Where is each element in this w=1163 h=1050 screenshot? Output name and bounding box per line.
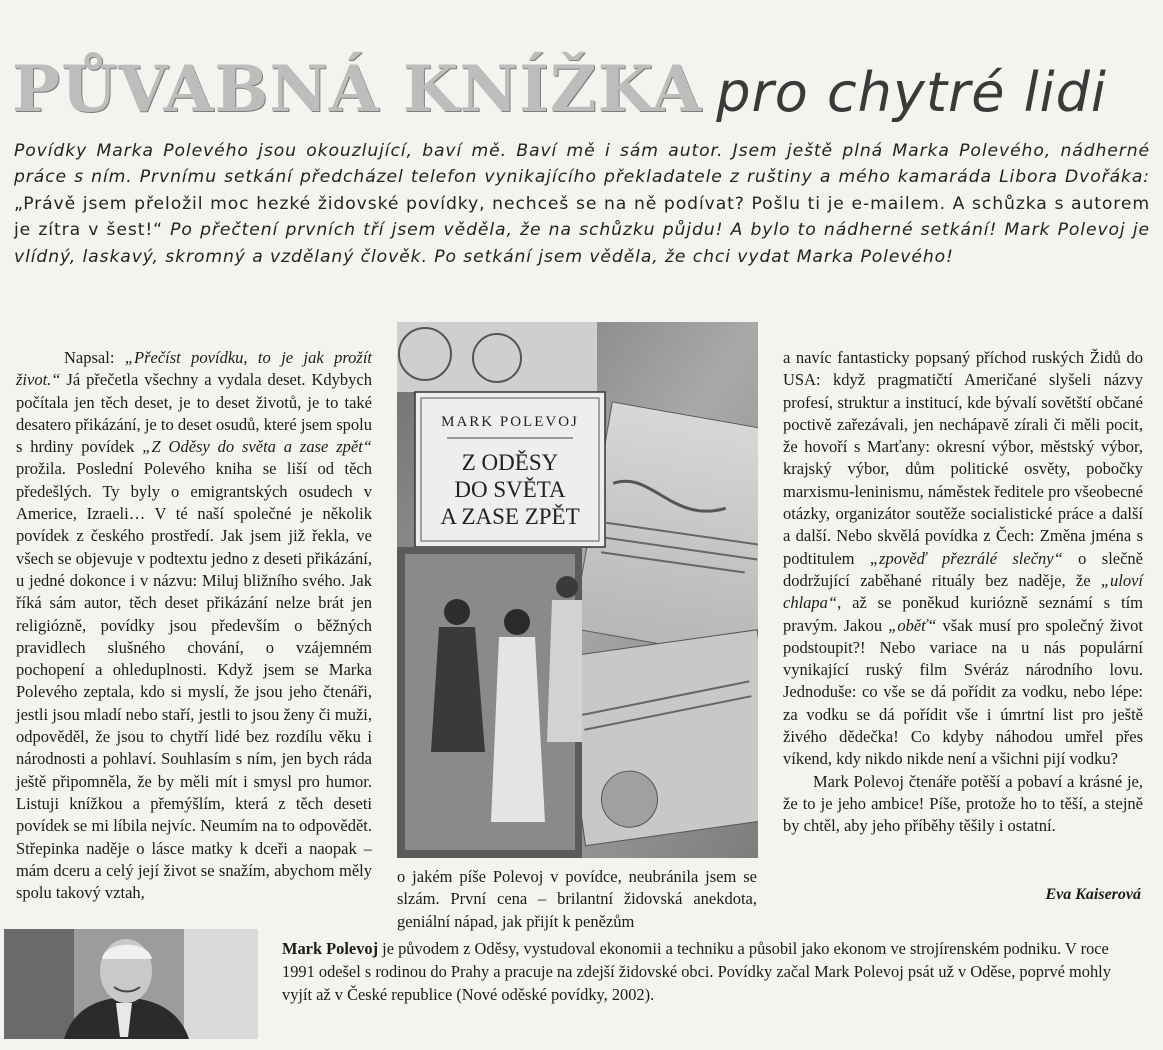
headline-main: PŮVABNÁ KNÍŽKA xyxy=(12,52,703,127)
book-cover-author: MARK POLEVOJ xyxy=(441,414,579,430)
left-column xyxy=(16,347,372,904)
lead-paragraph xyxy=(14,138,1150,270)
author-photo xyxy=(4,929,258,1039)
headline-subtitle: pro chytré lidi xyxy=(716,61,1107,124)
left-quote-2: „Z Oděsy do světa a zase zpět“ xyxy=(142,437,372,457)
author-signature: Eva Kaiserová xyxy=(1045,886,1141,903)
lead-quote: „Právě jsem přeložil moc hezké židovské povídky, nechceš se na ně podívat? Pošlu ti je e-mailem. A schůzka s autorem je zítra v šest!“ xyxy=(14,193,1150,241)
book-cover-title-3: A ZASE ZPĚT xyxy=(440,504,580,529)
right-quote-3: „oběť“ xyxy=(888,615,937,635)
bio-name: Mark Polevoj xyxy=(282,939,379,958)
right-text-4: však musí pro společný život podstoupit?! Nebo variace na u nás populární vynikající ruský film Svéráz národního lovu. Jednoduše: co vše se dá pořídit za vodku, nebo lépe: za vodku se dá pořídit vše i úmrtní list pro ještě živého dědečka! Co kdyby náhodou umřel přes víkend, kdy nikdo nikde není a všichni pijí vodku? xyxy=(783,615,1143,769)
portrait-illustration xyxy=(4,929,258,1039)
bio-text: je původem z Oděsy, vystudoval ekonomii a techniku a působil jako ekonom ve strojírenském podniku. V roce 1991 odešel s rodinou do Prahy a pracuje na zdejší židovské obci. Povídky začal Mark Polevoj psát už v Oděse, poprvé mohly vyjít až v České republice (Nové oděské povídky, 2002). xyxy=(282,939,1111,1005)
right-paragraph-1 xyxy=(783,347,1143,771)
author-bio xyxy=(282,937,1142,1007)
left-text-3: prožila. Poslední Polevého kniha se liší od těch předešlých. Ty byly o emigrantských osudech v Americe, Izraeli… V té naší společné je několik povídek z českého prostředí. Jak jsem již řekla, ve všech se objevuje v podtextu jedno z deseti přikázání, u jedné dokonce i v názvu: Miluj bližního svého. Jak říká sám autor, těch deset přikázání nelze brát jen religiózně, povídky jsou především o běžných pravidlech slušného chování, o vzájemném pochopení a ohleduplnosti. Když jsem se Marka Polevého zeptala, kdo si myslí, že jsou jeho čtenáři, jestli jsou mladí nebo staří, jestli to jsou ženy či muži, odpověděl, že jsou to chytří lidé bez rozdílu věku i národnosti a pohlaví. Souhlasím s ním, jen bych ráda ještě připomněla, že by měli mít i smysl pro humor. Listuji knížkou a přemýšlím, která z těch deseti povídek se mi líbila nejvíc. Neumím na to odpovědět. Střepinka naděje o lásce matky k dceři a naopak – mám dceru a celý její život se snažím, abychom měly spolu takový vztah, xyxy=(16,459,372,903)
left-text-1: Napsal: xyxy=(64,348,125,367)
book-cover-image xyxy=(397,322,758,858)
right-column xyxy=(783,347,1143,838)
right-text-3: , až se poněkud kuriózně seznámí s tím pravým. Jakou xyxy=(783,593,1143,635)
middle-column: o jakém píše Polevoj v povídce, neubránila jsem se slzám. První cena – brilantní židovská anekdota, geniální nápad, jak přijít k penězům xyxy=(397,867,757,931)
right-quote-1: „zpověď přezrálé slečny“ xyxy=(869,548,1063,568)
book-cover-title-2: DO SVĚTA xyxy=(454,477,566,502)
left-text-2: Já přečetla všechny a vydala deset. Kdybych počítala jen těch deset, je to deset životů, je to také desatero přikázání, je to deset osudů, které jsem spolu s hrdiny povídek xyxy=(16,370,372,457)
right-text-2: o slečně dodržující zaběhané rituály bez naděje, že xyxy=(783,548,1144,590)
right-text-1: a navíc fantasticky popsaný příchod ruských Židů do USA: když pragmatičtí Američané slyšeli názvy profesí, struktur a institucí, kde bývalí sovětští občané poctivě zařezávali, jen nechápavě zírali či měli pocit, že hovoří s Marťany: okresní výbor, městský výbor, krajský výbor, dům politické osvěty, pobočky marxismu-leninismu, náměstek ředitele pro všeobecné otázky, organizátor soutěže socialistické práce a další a další. Nebo skvělá povídka z Čech: Změna jména s podtitulem xyxy=(783,348,1143,568)
right-quote-2: „uloví chlapa“ xyxy=(783,570,1143,613)
right-paragraph-2: Mark Polevoj čtenáře potěší a pobaví a krásné je, že to je jeho ambice! Píše, protože ho to těší, a stejně by chtěl, aby jeho příběhy těšily i ostatní. xyxy=(783,771,1143,836)
left-quote-1: „Přečíst povídku, to je jak prožít život.“ xyxy=(16,348,372,390)
headline xyxy=(12,52,1152,132)
lead-text-2: Po přečtení prvních tří jsem věděla, že na schůzku půjdu! A bylo to nádherné setkání! Mark Polevoj je vlídný, laskavý, skromný a vzdělaný člověk. Po setkání jsem věděla, že chci vydat Marka Polevého! xyxy=(14,220,1150,267)
book-cover-title-1: Z ODĚSY xyxy=(461,450,559,475)
lead-text-1: Povídky Marka Polevého jsou okouzlující, baví mě. Baví mě i sám autor. Jsem ještě plná Marka Polevého, nádherné práce s ním. Prvnímu setkání předcházel telefon vynikajícího překladatele z ruštiny a mého kamaráda Libora Dvořáka: xyxy=(14,141,1150,188)
book-cover-illustration xyxy=(397,322,758,858)
